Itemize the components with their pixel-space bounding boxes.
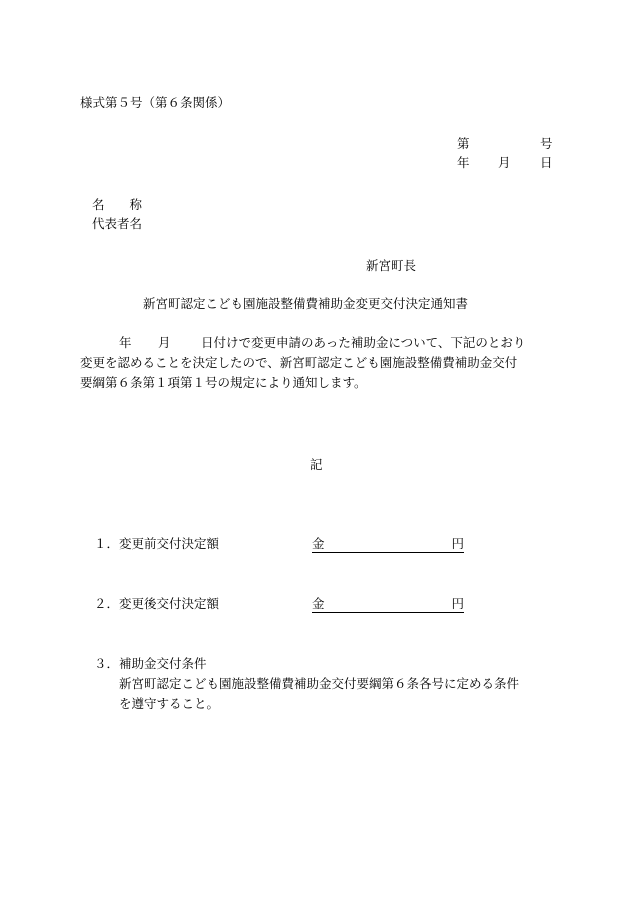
amount-field [312, 598, 464, 613]
doc-number-go: 号 [540, 136, 553, 151]
ki-heading: 記 [310, 457, 323, 472]
sender-name: 新宮町長 [366, 258, 417, 273]
condition-line-1: 新宮町認定こども園施設整備費補助金交付要綱第６条各号に定める条件 [119, 676, 520, 691]
date-day: 日 [540, 155, 553, 170]
body-line-3: 要綱第６条第１項第１号の規定により通知します。 [80, 375, 367, 390]
item-number: １． [94, 536, 120, 551]
body-line-2: 変更を認めることを決定したので、新宮町認定こども園施設整備費補助金交付 [80, 355, 518, 370]
recipient-name-label: 名 称 [92, 197, 143, 212]
document-title: 新宮町認定こども園施設整備費補助金変更交付決定通知書 [143, 296, 469, 311]
body-year: 年 [119, 335, 132, 350]
body-month: 月 [158, 335, 171, 350]
item-label: 変更前交付決定額 [119, 536, 220, 551]
date-year: 年 [457, 155, 470, 170]
item-number: ３． [94, 656, 120, 671]
amount-suffix: 円 [451, 596, 464, 611]
amount-field [312, 538, 464, 553]
doc-number-dai: 第 [457, 136, 470, 151]
amount-suffix: 円 [451, 536, 464, 551]
date-month: 月 [498, 155, 511, 170]
item-label: 補助金交付条件 [119, 656, 207, 671]
item-label: 変更後交付決定額 [119, 596, 220, 611]
item-number: ２． [94, 596, 120, 611]
amount-prefix: 金 [312, 596, 325, 611]
form-number: 様式第５号（第６条関係） [80, 95, 231, 110]
amount-prefix: 金 [312, 536, 325, 551]
recipient-rep-label: 代表者名 [92, 216, 143, 231]
body-line-1: 日付けで変更申請のあった補助金について、下記のとおり [201, 335, 526, 350]
condition-line-2: を遵守すること。 [119, 696, 220, 711]
